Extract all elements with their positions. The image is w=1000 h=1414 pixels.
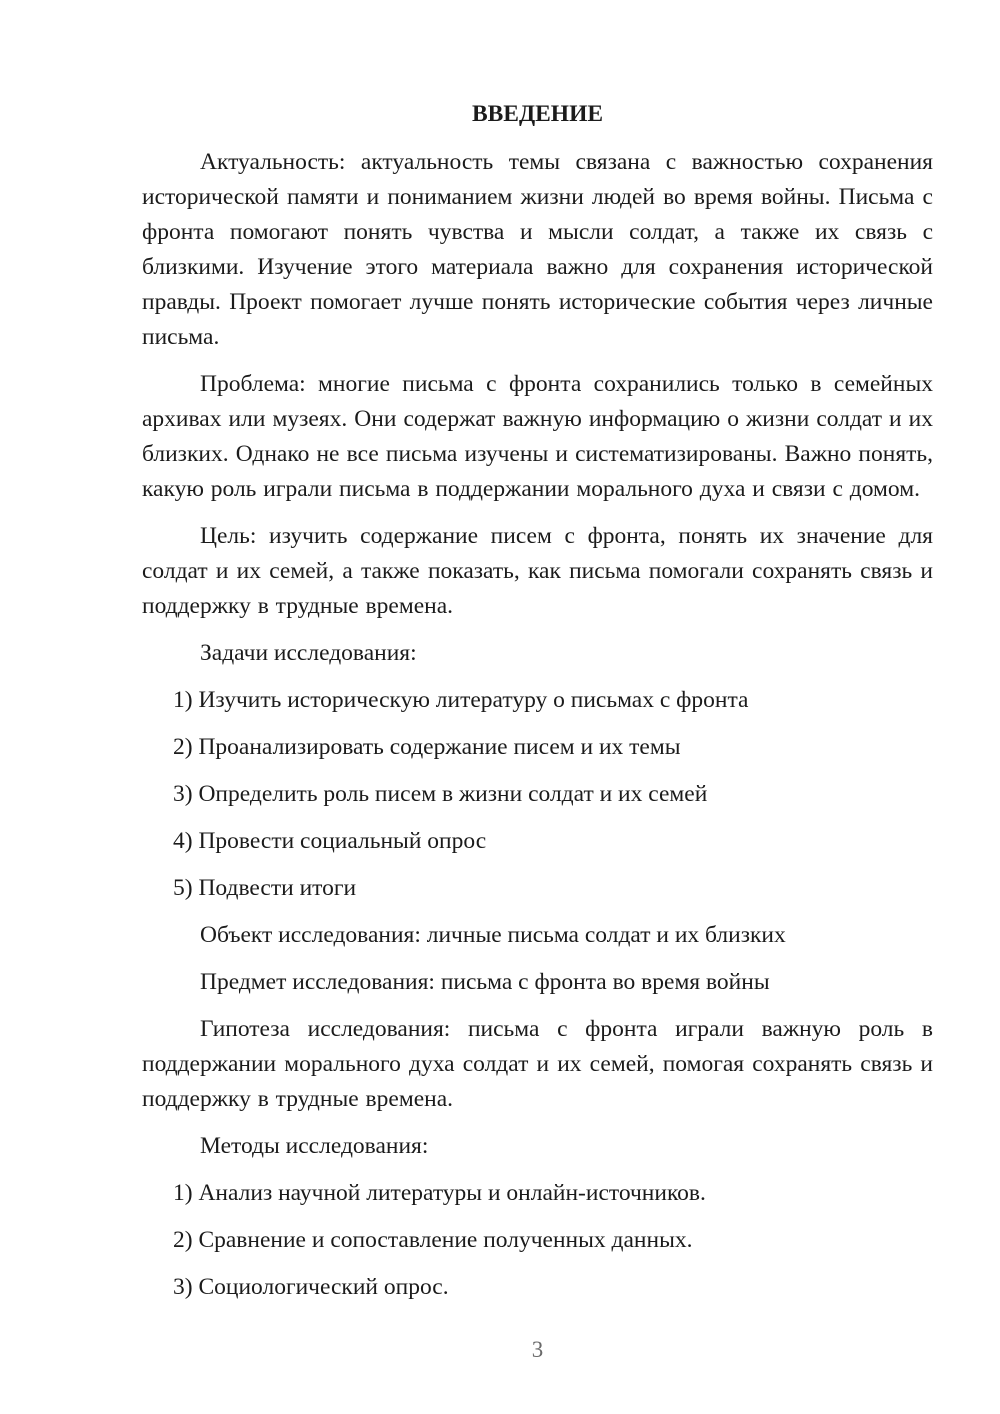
methods-heading: Методы исследования: (200, 1133, 429, 1159)
task-item-1: 1) Изучить историческую литературу о письмах с фронта (173, 687, 749, 713)
tasks-heading: Задачи исследования: (200, 640, 417, 666)
paragraph-problem: Проблема: многие письма с фронта сохранились только в семейных архивах или музеях. Они содержат важную информацию о жизни солдат и их близких. Однако не все письма изучены и систематизированы. Важно понять, какую роль играли письма в поддержании морального духа и связи с домом. (142, 371, 933, 502)
task-item-4: 4) Провести социальный опрос (173, 828, 487, 854)
task-item-5: 5) Подвести итоги (173, 875, 357, 901)
paragraph-hypothesis: Гипотеза исследования: письма с фронта играли важную роль в поддержании морального духа солдат и их семей, помогая сохранять связь и поддержку в трудные времена. (142, 1016, 933, 1112)
task-item-3: 3) Определить роль писем в жизни солдат и их семей (173, 781, 708, 807)
paragraph-goal: Цель: изучить содержание писем с фронта, понять их значение для солдат и их семей, а также показать, как письма помогали сохранять связь и поддержку в трудные времена. (142, 523, 933, 619)
method-item-3: 3) Социологический опрос. (173, 1274, 449, 1300)
research-object-line: Объект исследования: личные письма солдат и их близких (200, 922, 786, 948)
method-item-2: 2) Сравнение и сопоставление полученных данных. (173, 1227, 693, 1253)
research-subject-line: Предмет исследования: письма с фронта во время войны (200, 969, 770, 995)
page-title: ВВЕДЕНИЕ (471, 101, 604, 127)
method-item-1: 1) Анализ научной литературы и онлайн-источников. (173, 1180, 706, 1206)
paragraph-relevance: Актуальность: актуальность темы связана с важностью сохранения исторической памяти и пониманием жизни людей во время войны. Письма с фронта помогают понять чувства и мысли солдат, а также их связь с близкими. Изучение этого материала важно для сохранения исторической правды. Проект помогает лучше понять исторические события через личные письма. (142, 149, 933, 350)
task-item-2: 2) Проанализировать содержание писем и их темы (173, 734, 681, 760)
page-number: 3 (531, 1337, 544, 1362)
